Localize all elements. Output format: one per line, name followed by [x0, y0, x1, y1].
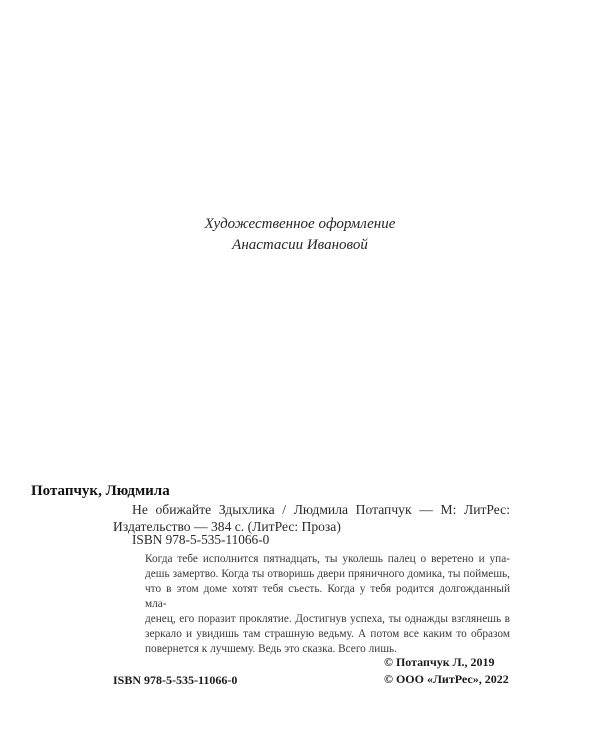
annotation-line: что в этом доме хотят тебя съесть. Когда у тебя родится долгожданный мла-: [145, 583, 510, 610]
catalog-description: Не обижайте Здыхлика / Людмила Потапчук — М: ЛитРес: Издательство — 384 с. (ЛитРес: Проза): [113, 502, 510, 534]
footer-isbn: ISBN 978-5-535-11066-0: [113, 673, 238, 687]
design-credit: [0, 214, 600, 256]
annotation-line: зеркало и увидишь там страшную ведьму. А потом все каким то образом: [145, 628, 510, 640]
annotation-line: Когда тебе исполнится пятнадцать, ты уколешь палец о веретено и упа-: [145, 553, 510, 565]
design-credit-line-1: Художественное оформление: [204, 216, 396, 232]
copyright-publisher: © ООО «ЛитРес», 2022: [384, 672, 509, 686]
annotation-line: денец, его поразит проклятие. Достигнув успеха, ты однажды взглянешь в: [145, 613, 510, 625]
annotation-line: повернется к лучшему. Ведь это сказка. Всего лишь.: [145, 643, 398, 655]
annotation-line: дешь замертво. Когда ты отворишь двери пряничного домика, ты поймешь,: [145, 568, 510, 580]
catalog-isbn: ISBN 978-5-535-11066-0: [132, 532, 270, 547]
annotation: [145, 552, 510, 657]
design-credit-line-2: Анастасии Ивановой: [232, 237, 368, 253]
copyright-block: [384, 654, 509, 688]
catalog-author: Потапчук, Людмила: [31, 483, 170, 499]
copyright-author: © Потапчук Л., 2019: [384, 655, 495, 669]
